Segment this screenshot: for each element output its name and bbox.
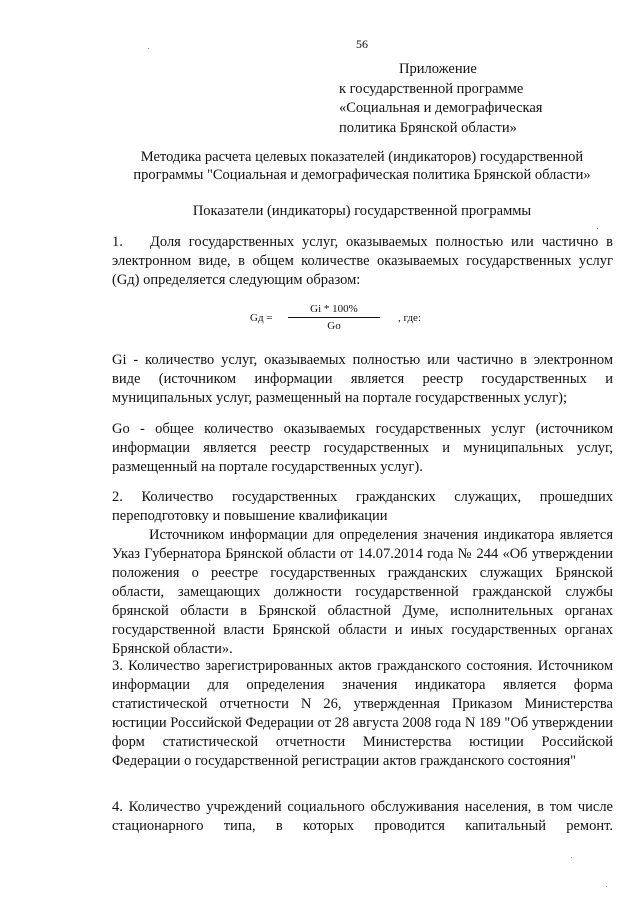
formula-numerator: Gi * 100% [310,303,358,315]
scan-speck [148,48,149,49]
indicator-text: Источником информации для определения значения индикатора является Указ Губернатора Брянской области от 14.07.2014 года № 244 «Об утверждении положения о реестре государственных гражданских служащих Брянской области, замещающих должности государственной гражданской службы брянской области в Брянской областной Думе, исполнительных органах государственной власти Брянской области и иных государственных органах Брянской области». [112,527,613,657]
indicator-text: 3. Количество зарегистрированных актов гражданского состояния. Источником информации для определения значения индикатора является форма статистической отчетности N 26, утвержденная Приказом Министерства юстиции Российской Федерации от 28 августа 2008 года N 189 "Об утверждении форм статистической отчетности Министерства юстиции Российской Федерации о государственной регистрации актов гражданского состояния" [112,658,613,769]
go-text: Go - общее количество оказываемых государственных услуг (источником информации является реестр государственных и муниципальных услуг, размещенный на портале государственных услуг). [112,421,613,475]
indicator-2 [112,488,613,659]
indicator-heading: 2. Количество государственных гражданских служащих, прошедших переподготовку и повышение квалификации [112,489,613,524]
scan-speck [606,886,607,887]
formula-tail: , где: [398,312,421,324]
appendix-line: «Социальная и демографическая [339,100,543,116]
scan-speck [571,857,572,858]
formula-denominator: Go [327,320,341,332]
appendix-header [339,60,629,138]
formula-lhs: Gд = [250,312,273,324]
indicator-number: 1. [112,234,123,250]
gi-definition [112,351,613,408]
fraction-bar [288,317,380,318]
document-title [112,148,612,184]
appendix-line: политика Брянской области» [339,119,517,136]
indicator-1 [112,233,613,290]
scan-speck [597,228,598,229]
go-definition [112,420,613,477]
indicator-3 [112,657,613,771]
appendix-title: Приложение [399,61,477,77]
indicator-text: Доля государственных услуг, оказываемых полностью или частично в электронном виде, в общем количестве оказываемых государственных услуг (Gд) определяется следующим образом: [112,234,613,288]
document-title-line: программы "Социальная и демографическая политика Брянской области» [133,167,591,183]
gi-text: Gi - количество услуг, оказываемых полностью или частично в электронном виде (источником информации является реестр государственных и муниципальных услуг, размещенный на портале государственных услуг); [112,352,613,406]
section-title: Показатели (индикаторы) государственной программы [192,203,532,219]
appendix-line: к государственной программе [339,80,524,97]
indicator-text: 4. Количество учреждений социального обслуживания населения, в том числе стационарного типа, в которых проводится капитальный ремонт. [112,799,613,834]
page-number: 56 [356,37,368,51]
document-title-line: Методика расчета целевых показателей (индикаторов) государственной [140,149,584,165]
formula [250,303,450,339]
indicator-4 [112,798,613,836]
